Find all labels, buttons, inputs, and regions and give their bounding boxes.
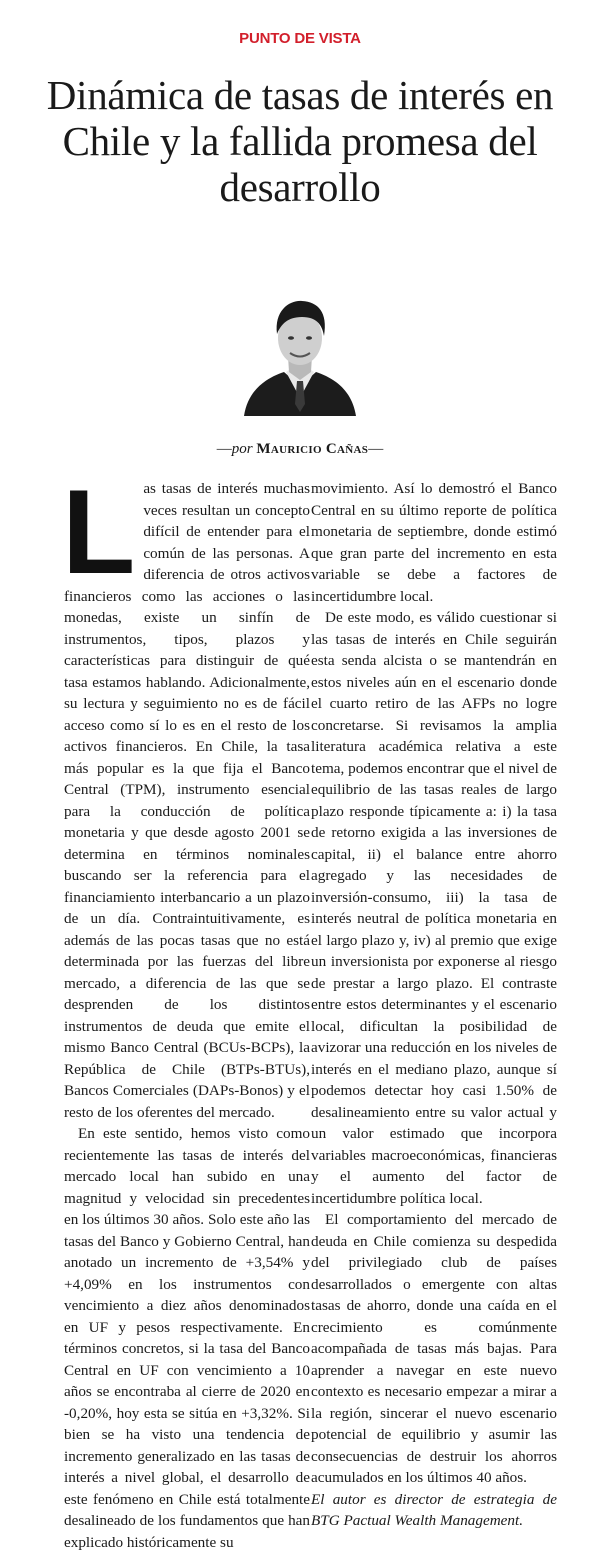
article-column-right bbox=[311, 478, 557, 1532]
article-column-left bbox=[62, 465, 310, 1553]
headline: Dinámica de tasas de interés en Chile y la fallida promesa del desarrollo bbox=[46, 72, 554, 210]
section-tag: PUNTO DE VISTA bbox=[239, 30, 361, 47]
dropcap: L bbox=[62, 465, 136, 599]
paragraph: De este modo, es válido cuestionar si las tasas de interés en Chile seguirán esta senda alcista o se mantendrán en estos niveles aún en el escenario donde el cuarto retiro de las AFPs no logre concretarse. Si revisamos la amplia literatura académica relativa a este tema, podemos encontrar que el nivel de equilibrio de las tasas reales de largo plazo responde típicamente a: i) la tasa de retorno exigida a las inversiones de capital, ii) el balance entre ahorro agregado y las necesidades de inversión-consumo, iii) la tasa de interés neutral de política monetaria en el largo plazo y, iv) al premio que exige un inversionista por exponerse al riesgo de prestar a largo plazo. El contraste entre estos determinantes y el escenario local, dificultan la posibilidad de avizorar una reducción en los niveles de interés en el mediano plazo, aunque sí podemos detectar hoy casi 1.50% de desalineamiento entre su valor actual y un valor estimado que incorpora variables macroeconómicas, financieras y el aumento del factor de incertidumbre política local. bbox=[311, 609, 557, 1207]
author-signature: El autor es director de estrategia de BTG Pactual Wealth Management. bbox=[311, 1490, 557, 1529]
paragraph: En este sentido, hemos visto como recientemente las tasas de interés del mercado local han subido en una magnitud y velocidad sin precedentes en los últimos 30 años. Solo este año las tasas del Banco y Gobierno Central, han anotado un incremento de +3,54% y +4,09% en los instrumentos con vencimiento a diez años denominados en UF y pesos respectivamente. En términos concretos, si la tasa del Banco Central en UF con vencimiento a 10 años se encontraba al cierre de 2020 en -0,20%, hoy esta se sitúa en +3,32%. Si bien se ha visto una tendencia de incremento generalizado en las tasas de interés a nivel global, el desarrollo de este fenómeno en Chile está totalmente desalineado de los fundamentos que han explicado históricamente su bbox=[64, 1125, 310, 1551]
author-portrait-icon bbox=[240, 286, 360, 416]
author-photo bbox=[240, 286, 360, 416]
paragraph bbox=[62, 465, 310, 1123]
byline-dash: — bbox=[368, 441, 384, 457]
byline-prefix: por bbox=[231, 441, 253, 457]
paragraph: movimiento. Así lo demostró el Banco Central en su último reporte de política monetaria de septiembre, donde estimó que gran parte del incremento en esta variable se debe a factores de incertidumbre local. bbox=[311, 480, 557, 605]
author-name: Mauricio Cañas bbox=[256, 441, 369, 457]
paragraph-text: as tasas de interés muchas veces resultan un concepto difícil de entender para el común de las personas. A diferencia de otros activos financieros como las acciones o las monedas, existe un sinfín de instrumentos, tipos, plazos y características para distinguir de qué tasa estamos hablando. Adicionalmente, su lectura y seguimiento no es de fácil acceso como sí lo es en el resto de los activos financieros. En Chile, la tasa más popular es la que fija el Banco Central (TPM), instrumento esencial para la conducción de política monetaria y que desde agosto 2001 se determina en términos nominales buscando ser la referencia para el financiamiento interbancario a un plazo de un día. Contraintuitivamente, es además de las pocas tasas que no está determinada por las fuerzas del libre mercado, a diferencia de las que se desprenden de los distintos instrumentos de deuda que emite el mismo Banco Central (BCUs-BCPs), la República de Chile (BTPs-BTUs), Bancos Comerciales (DAPs-Bonos) y el resto de los oferentes del mercado. bbox=[64, 480, 310, 1121]
paragraph: El comportamiento del mercado de deuda en Chile comienza su despedida del privilegiado club de países desarrollados o emergente con altas tasas de ahorro, donde una caída en el crecimiento es comúnmente acompañada de tasas más bajas. Para aprender a navegar en este nuevo contexto es necesario empezar a mirar a la región, sincerar el nuevo escenario potencial de equilibrio y asumir las consecuencias de destruir los ahorros acumulados en los últimos 40 años. bbox=[311, 1211, 557, 1486]
byline bbox=[0, 441, 600, 458]
byline-dash: — bbox=[216, 441, 232, 457]
